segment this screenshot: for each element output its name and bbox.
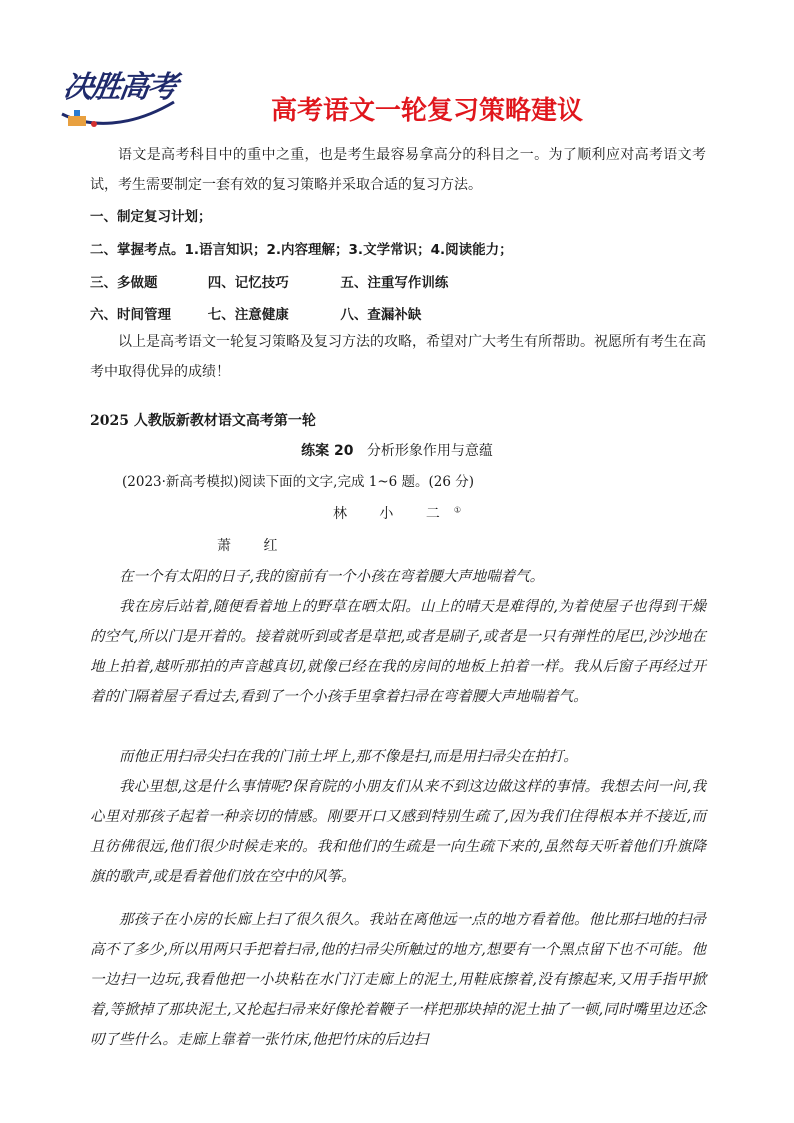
item-line-1: 一、制定复习计划； (90, 209, 212, 225)
story-paragraph-3: 而他正用扫帚尖扫在我的门前土坪上,那不像是扫,而是用扫帚尖在拍打。 (119, 749, 578, 765)
story-paragraph-1: 在一个有太阳的日子,我的窗前有一个小孩在弯着腰大声地喘着气。 (119, 569, 545, 585)
exercise-number: 练案 20 (301, 443, 354, 459)
section-heading: 2025 人教版新教材语文高考第一轮 (90, 413, 316, 429)
intro-paragraph: 语文是高考科目中的重中之重，也是考生最容易拿高分的科目之一。为了顺利应对高考语文考试，考生需要制定一套有效的复习策略并采取合适的复习方法。 (90, 147, 706, 193)
story-paragraph-5: 那孩子在小房的长廊上扫了很久很久。我站在离他远一点的地方看着他。他比那扫地的扫帚高不了多少,所以用两只手把着扫帚,他的扫帚尖所触过的地方,想要有一个黑点留下也不可能。他一边扫一边玩,我看他把一小块粘在水门汀走廊上的泥土,用鞋底擦着,没有擦起来,又用手指甲掀着,等掀掉了那块泥土,又抡起扫帚来好像抡着鞭子一样把那块掉的泥土抽了一顿,同时嘴里边还念叨了些什么。走廊上靠着一张竹床,他把竹床的后边扫 (90, 912, 706, 1048)
closing-paragraph: 以上是高考语文一轮复习策略及复习方法的攻略，希望对广大考生有所帮助。祝愿所有考生在高考中取得优异的成绩！ (90, 334, 706, 380)
item-5: 五、注重写作训练 (340, 275, 449, 291)
page-title: 高考语文一轮复习策略建议 (270, 96, 583, 126)
footnote-mark: ① (453, 505, 462, 515)
item-line-2: 二、掌握考点。1.语言知识；2.内容理解；3.文学常识；4.阅读能力； (90, 242, 513, 258)
story-title-text: 林 小 二 (332, 506, 454, 522)
exercise-title (0, 440, 794, 460)
exercise-topic: 分析形象作用与意蕴 (366, 443, 493, 459)
item-row-4 (90, 303, 421, 323)
story-title (0, 503, 794, 523)
item-3: 三、多做题 (90, 275, 158, 291)
logo-text: 决胜高考 (61, 70, 178, 105)
item-row-3 (90, 271, 448, 291)
story-paragraph-2: 我在房后站着,随便看着地上的野草在晒太阳。山上的晴天是难得的,为着使屋子也得到干燥的空气,所以门是开着的。接着就听到或者是草把,或者是刷子,或者是一只有弹性的尾巴,沙沙地在地上拍着,越听那拍的声音越真切,就像已经在我的房间的地板上拍着一样。我从后窗子再经过开着的门隔着屋子看过去,看到了一个小孩手里拿着扫帚在弯着腰大声地喘着气。 (90, 599, 706, 705)
item-4: 四、记忆技巧 (207, 275, 289, 291)
story-paragraph-4: 我心里想,这是什么事情呢?保育院的小朋友们从来不到这边做这样的事情。我想去问一问,我心里对那孩子起着一种亲切的情感。刚要开口又感到特别生疏了,因为我们住得根本并不接近,而且彷佛很远,他们很少时候走来的。我和他们的生疏是一向生疏下来的,虽然每天听着他们升旗降旗的歌声,或是看着他们放在空中的风筝。 (90, 779, 706, 885)
item-6: 六、时间管理 (90, 307, 171, 323)
story-author: 萧 红 (217, 538, 292, 554)
item-8: 八、查漏补缺 (340, 307, 422, 323)
question-prompt: (2023·新高考模拟)阅读下面的文字,完成 1~6 题。(26 分) (122, 474, 475, 490)
item-7: 七、注意健康 (207, 307, 289, 323)
